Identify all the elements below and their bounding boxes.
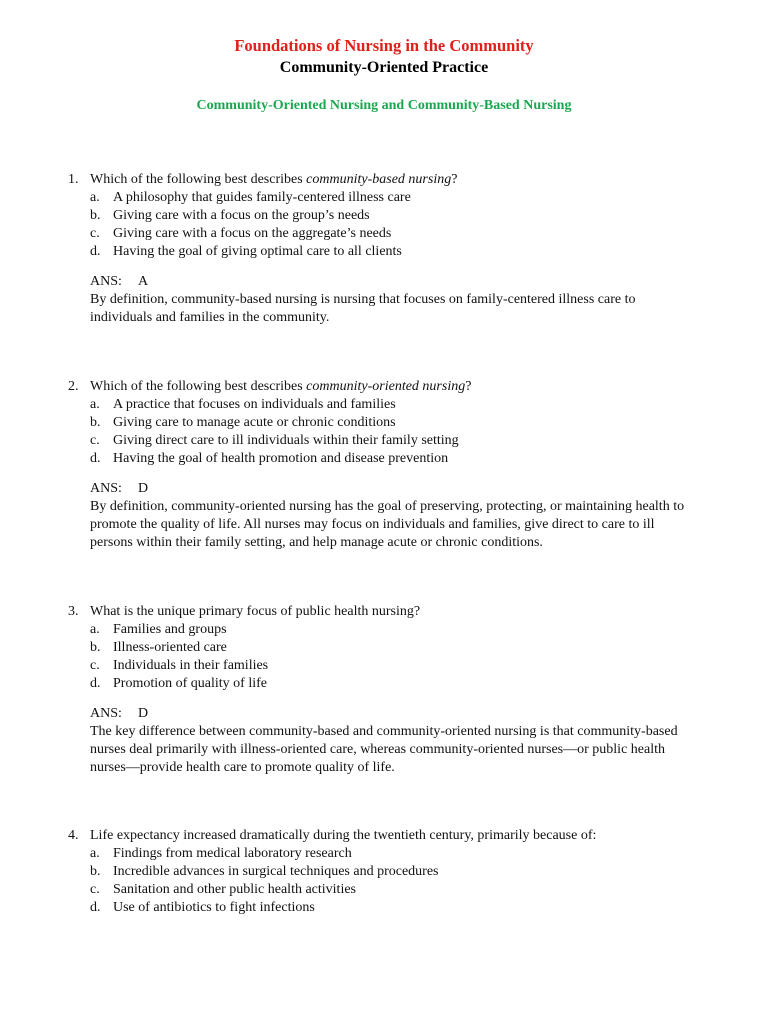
option-list [90,621,688,693]
option-text: Illness-oriented care [113,640,227,655]
option-c [90,881,688,899]
option-list [90,189,688,261]
option-text: Findings from medical laboratory research [113,846,352,861]
option-b [90,414,688,432]
option-letter: a. [90,622,100,637]
question-number: 1. [68,172,79,187]
section-heading: Community-Oriented Nursing and Community-Based Nursing [196,98,572,113]
option-letter: a. [90,190,100,205]
option-letter: d. [90,244,101,259]
question-stem [68,603,688,621]
option-text: Giving direct care to ill individuals within their family setting [113,433,459,448]
option-d [90,675,688,693]
option-a [90,621,688,639]
option-text: Having the goal of health promotion and disease prevention [113,451,449,466]
answer-explanation: By definition, community-oriented nursing has the goal of preserving, protecting, or maintaining health to promote the quality of life. All nurses may focus on individuals and families, give direct to care to ill persons within their family setting, and help manage acute or chronic conditions. [90,499,685,550]
document-title: Foundations of Nursing in the Community [234,36,534,55]
answer-line [90,273,688,291]
stem-text: Life expectancy increased dramatically during the twentieth century, primarily because of: [90,828,597,843]
answer-label: ANS: [90,481,122,496]
question-4 [68,827,688,917]
option-d [90,243,688,261]
option-text: Incredible advances in surgical techniques and procedures [113,864,439,879]
stem-end: ? [465,379,472,394]
stem-text: What is the unique primary focus of public health nursing? [90,604,421,619]
option-letter: a. [90,397,100,412]
option-text: Having the goal of giving optimal care to all clients [113,244,402,259]
option-a [90,845,688,863]
option-letter: c. [90,882,100,897]
answer-label: ANS: [90,274,122,289]
question-3 [68,603,688,777]
option-list [90,845,688,917]
option-b [90,207,688,225]
option-d [90,899,688,917]
question-stem [68,171,688,189]
answer-value: A [138,274,149,289]
question-stem [68,378,688,396]
option-text: Individuals in their families [113,658,269,673]
question-stem [68,827,688,845]
option-text: Sanitation and other public health activities [113,882,356,897]
option-text: Use of antibiotics to fight infections [113,900,315,915]
option-letter: c. [90,226,100,241]
question-number: 2. [68,379,79,394]
answer-value: D [138,706,149,721]
stem-italic-term: community-based nursing [306,172,452,187]
option-text: A philosophy that guides family-centered illness care [113,190,411,205]
question-number: 3. [68,604,79,619]
option-text: A practice that focuses on individuals and families [113,397,396,412]
stem-end: ? [451,172,458,187]
option-c [90,225,688,243]
option-text: Giving care with a focus on the group’s needs [113,208,370,223]
stem-italic-term: community-oriented nursing [306,379,466,394]
stem-text: Which of the following best describes [90,379,307,394]
option-text: Promotion of quality of life [113,676,267,691]
option-text: Families and groups [113,622,227,637]
document-subtitle: Community-Oriented Practice [279,59,489,76]
option-text: Giving care to manage acute or chronic conditions [113,415,396,430]
question-1 [68,171,688,327]
option-c [90,657,688,675]
option-b [90,639,688,657]
answer-explanation: The key difference between community-based and community-oriented nursing is that community-based nurses deal primarily with illness-oriented care, whereas community-oriented nurses—or public health nurses—provide health care to promote quality of life. [90,724,678,775]
option-b [90,863,688,881]
option-a [90,396,688,414]
option-letter: d. [90,451,101,466]
question-2 [68,378,688,552]
question-number: 4. [68,828,79,843]
option-letter: d. [90,676,101,691]
option-d [90,450,688,468]
answer-line [90,480,688,498]
option-letter: c. [90,433,100,448]
option-letter: b. [90,415,101,430]
answer-label: ANS: [90,706,122,721]
option-a [90,189,688,207]
option-letter: b. [90,208,101,223]
option-letter: a. [90,846,100,861]
answer-line [90,705,688,723]
option-letter: b. [90,864,101,879]
option-text: Giving care with a focus on the aggregate’s needs [113,226,392,241]
stem-text: Which of the following best describes [90,172,307,187]
option-list [90,396,688,468]
option-letter: d. [90,900,101,915]
option-letter: c. [90,658,100,673]
option-letter: b. [90,640,101,655]
answer-value: D [138,481,149,496]
option-c [90,432,688,450]
answer-explanation: By definition, community-based nursing is nursing that focuses on family-centered illness care to individuals and families in the community. [90,292,636,325]
